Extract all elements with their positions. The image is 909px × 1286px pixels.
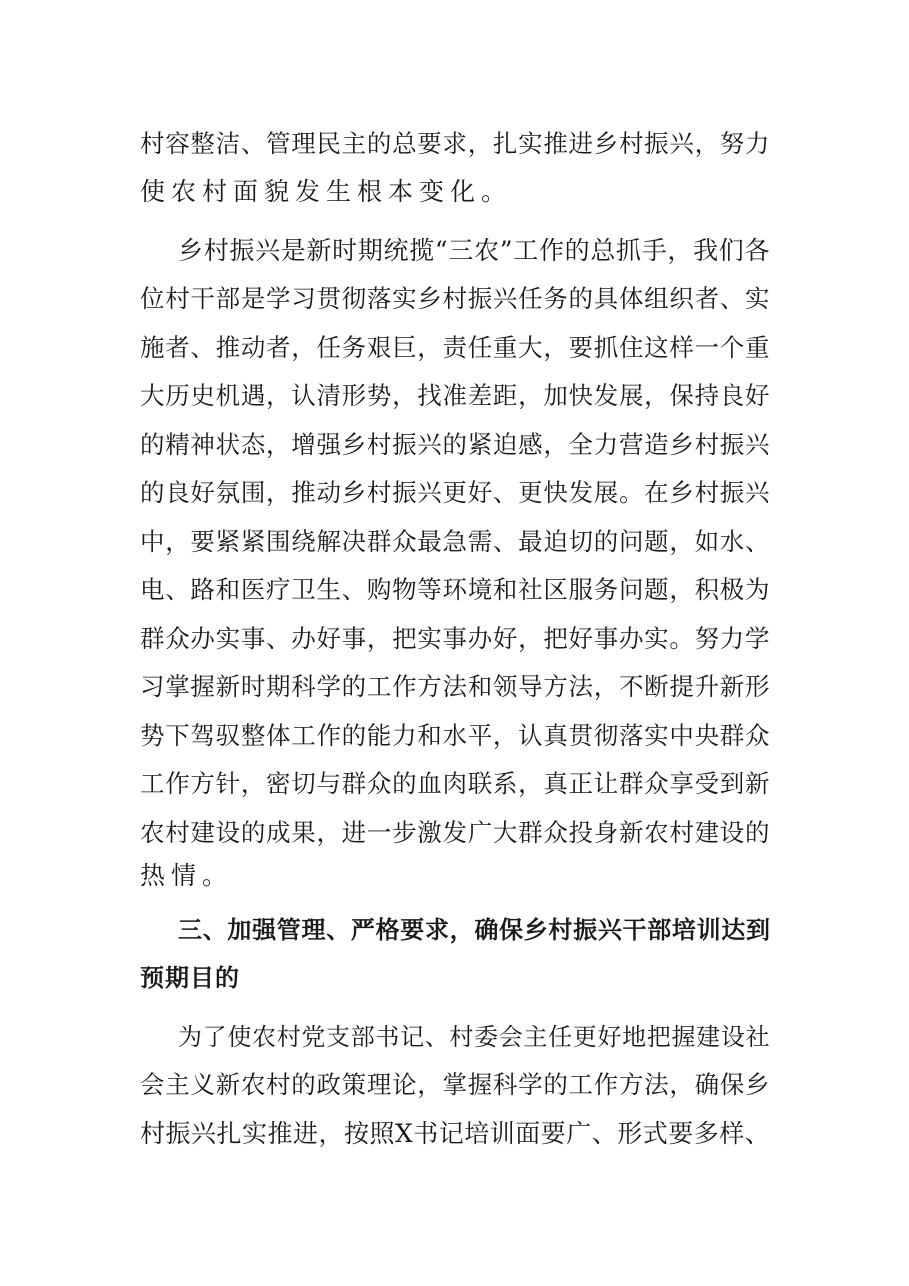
text-line: 电、路和医疗卫生、购物等环境和社区服务问题，积极为 xyxy=(140,575,770,604)
text-line: 村振兴扎实推进，按照X书记培训面要广、形式要多样、 xyxy=(140,1119,771,1148)
text-line: 为了使农村党支部书记、村委会主任更好地把握建设社 xyxy=(178,1023,770,1051)
text-line: 热情。 xyxy=(140,861,234,890)
text-line: 施者、推动者，任务艰巨，责任重大，要抓住这样一个重 xyxy=(140,333,770,362)
text-line: 会主义新农村的政策理论，掌握科学的工作方法，确保乡 xyxy=(140,1070,770,1099)
text-line: 的精神状态，增强乡村振兴的紧迫感，全力营造乡村振兴 xyxy=(140,430,770,459)
text-line: 使农村面貌发生根本变化。 xyxy=(140,177,513,206)
text-line: 势下驾驭整体工作的能力和水平，认真贯彻落实中央群众 xyxy=(140,721,770,750)
heading-line: 预期目的 xyxy=(140,964,240,992)
text-line: 习掌握新时期科学的工作方法和领导方法，不断提升新形 xyxy=(140,672,770,701)
text-line: 位村干部是学习贯彻落实乡村振兴任务的具体组织者、实 xyxy=(140,284,770,313)
text-line: 的良好氛围，推动乡村振兴更好、更快发展。在乡村振兴 xyxy=(140,478,770,507)
text-line: 乡村振兴是新时期统揽“三农”工作的总抓手，我们各 xyxy=(178,236,770,265)
text-line: 大历史机遇，认清形势，找准差距，加快发展，保持良好 xyxy=(140,381,770,410)
text-line: 工作方针，密切与群众的血肉联系，真正让群众享受到新 xyxy=(140,769,770,798)
text-line: 村容整洁、管理民主的总要求，扎实推进乡村振兴，努力 xyxy=(140,129,770,158)
text-line: 中，要紧紧围绕解决群众最急需、最迫切的问题，如水、 xyxy=(140,527,770,556)
heading-line: 三、加强管理、严格要求，确保乡村振兴干部培训达到 xyxy=(178,916,770,944)
text-line: 农村建设的成果，进一步激发广大群众投身新农村建设的 xyxy=(140,818,770,847)
text-line: 群众办实事、办好事，把实事办好，把好事办实。努力学 xyxy=(140,624,770,653)
